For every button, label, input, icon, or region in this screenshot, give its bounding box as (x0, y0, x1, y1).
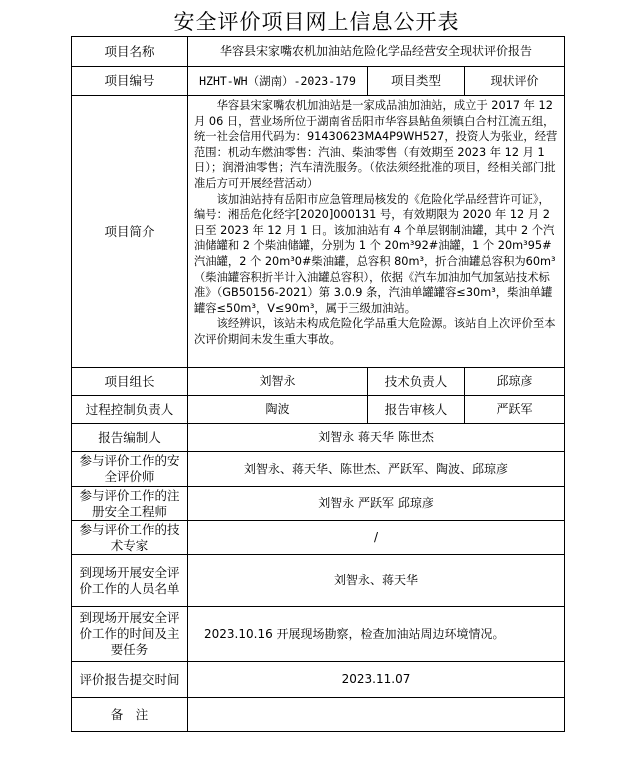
submit-value: 2023.11.07 (188, 662, 565, 698)
safety-assessors-value: 刘智永、蒋天华、陈世杰、严跃军、陶波、邱琼彦 (188, 452, 565, 487)
experts-label: 参与评价工作的技术专家 (72, 521, 188, 555)
row-safety-assessors (72, 452, 565, 487)
project-name-value: 华容县宋家嘴农机加油站危险化学品经营安全现状评价报告 (188, 37, 565, 67)
site-time-label: 到现场开展安全评价工作的时间及主要任务 (72, 607, 188, 662)
row-project-no (72, 67, 565, 96)
safety-assessors-label: 参与评价工作的安全评价师 (72, 452, 188, 487)
row-remark (72, 698, 565, 732)
row-leader (72, 368, 565, 396)
process-value: 陶波 (188, 396, 368, 424)
writer-value: 刘智永 蒋天华 陈世杰 (188, 424, 565, 452)
tech-lead-value: 邱琼彦 (465, 368, 565, 396)
remark-label: 备 注 (72, 698, 188, 732)
reviewer-value: 严跃军 (465, 396, 565, 424)
row-experts (72, 521, 565, 555)
site-staff-label: 到现场开展安全评价工作的人员名单 (72, 555, 188, 607)
process-label: 过程控制负责人 (72, 396, 188, 424)
tech-lead-label: 技术负责人 (368, 368, 465, 396)
project-no-value: HZHT-WH（湖南）-2023-179 (188, 67, 368, 96)
engineers-value: 刘智永 严跃军 邱琼彦 (188, 487, 565, 521)
engineers-label: 参与评价工作的注册安全工程师 (72, 487, 188, 521)
row-engineers (72, 487, 565, 521)
info-table (71, 36, 565, 732)
row-submit (72, 662, 565, 698)
row-project-name (72, 37, 565, 67)
intro-paragraph-1: 华容县宋家嘴农机加油站是一家成品油加油站，成立于 2017 年 12 月 06 日，营业场所位于湖南省岳阳市华容县鲇鱼须镇白合村江流五组，统一社会信用代码为：91430623MA4P9WH527，投资人为张业，经营范围：机动车燃油零售：汽油、柴油零售（有效期至 2023 年 12 月 1 日）；润滑油零售；汽车清洗服务。（依法须经批准的项目，经相关部门批准后方可开展经营活动） (194, 99, 558, 190)
row-site-time (72, 607, 565, 662)
experts-value: / (188, 521, 565, 555)
reviewer-label: 报告审核人 (368, 396, 465, 424)
intro-label: 项目简介 (72, 96, 188, 368)
row-site-staff (72, 555, 565, 607)
row-intro (72, 96, 565, 368)
project-no-label: 项目编号 (72, 67, 188, 96)
writer-label: 报告编制人 (72, 424, 188, 452)
leader-label: 项目组长 (72, 368, 188, 396)
intro-paragraph-3: 该经辨识，该站未构成危险化学品重大危险源。该站自上次评价至本次评价期间未发生重大事故。 (194, 317, 556, 346)
project-type-label: 项目类型 (368, 67, 465, 96)
row-writer (72, 424, 565, 452)
intro-paragraph-2: 该加油站持有岳阳市应急管理局核发的《危险化学品经营许可证》，编号：湘岳危化经字[2020]000131 号，有效期限为 2020 年 12 月 2 日至 2023 年 12 月 1 日。该加油站有 4 个单层钢制油罐，其中 2 个汽油储罐和 2 个柴油储罐，分别为 1 个 20m³92#油罐，1 个 20m³95#汽油罐，2 个 20m³0#柴油罐，总容积 80m³，折合油罐总容积为60m³（柴油罐容积折半计入油罐总容积），依据《汽车加油加气加氢站技术标准》（GB50156-2021）第 3.0.9 条，汽油单罐罐容≤30m³，柴油单罐罐容≤50m³，V≤90m³，属于三级加油站。 (194, 192, 556, 315)
page-title: 安全评价项目网上信息公开表 (173, 10, 460, 34)
leader-value: 刘智永 (188, 368, 368, 396)
remark-value (188, 698, 565, 732)
site-time-value: 2023.10.16 开展现场勘察，检查加油站周边环境情况。 (188, 607, 565, 662)
submit-label: 评价报告提交时间 (72, 662, 188, 698)
project-name-label: 项目名称 (72, 37, 188, 67)
row-process (72, 396, 565, 424)
intro-text (188, 96, 565, 368)
project-type-value: 现状评价 (465, 67, 565, 96)
site-staff-value: 刘智永、蒋天华 (188, 555, 565, 607)
